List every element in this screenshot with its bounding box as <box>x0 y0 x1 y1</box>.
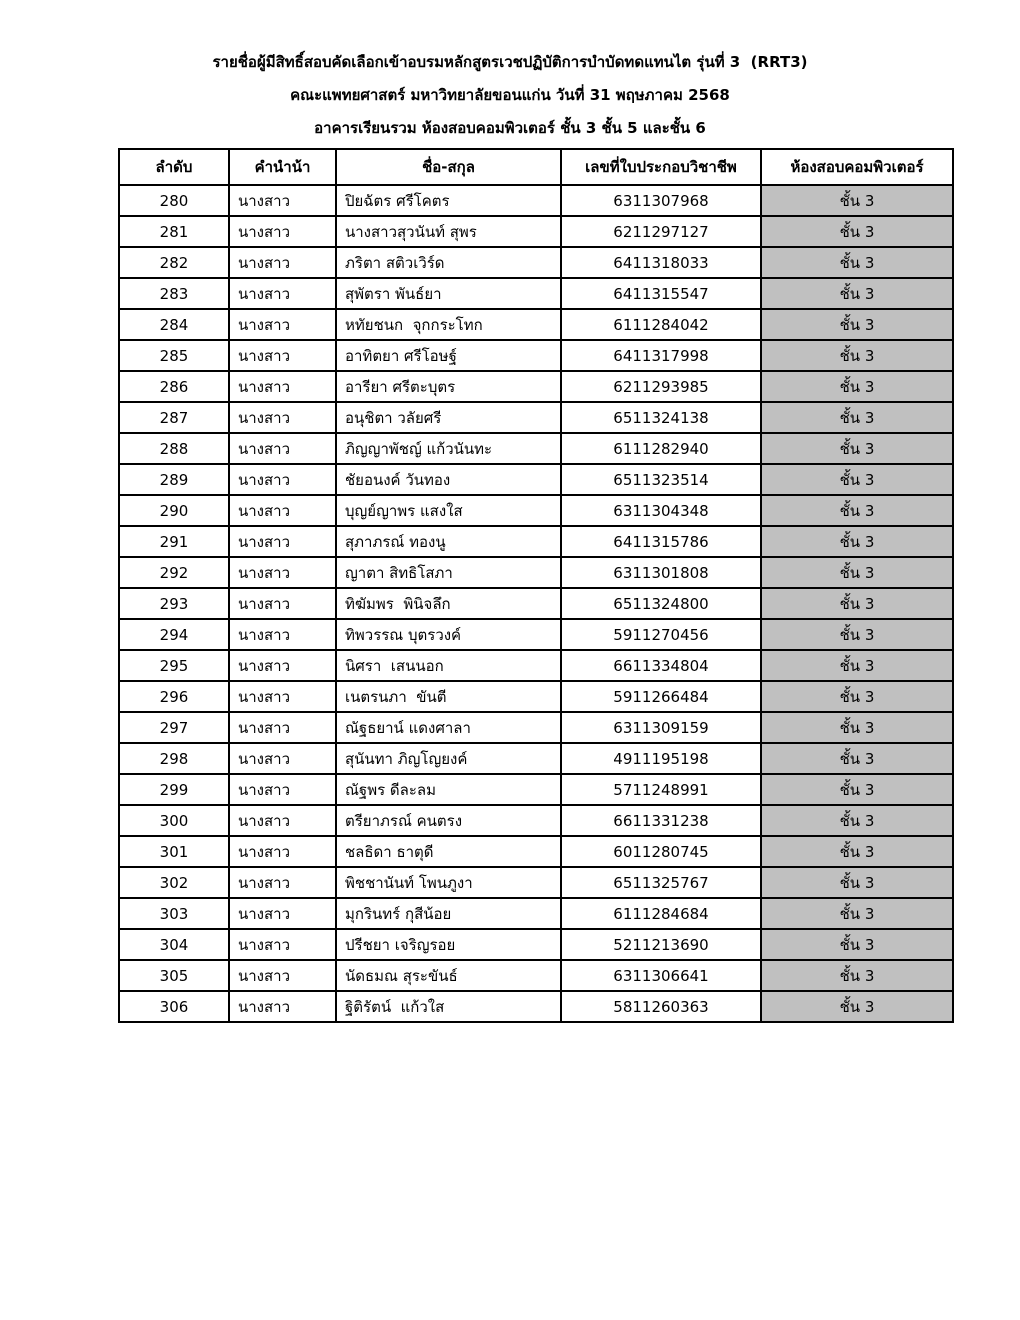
table-row <box>119 991 953 1022</box>
cell-no: 296 <box>119 681 229 712</box>
table-row <box>119 898 953 929</box>
table-row <box>119 805 953 836</box>
cell-name: ณัฐพร ดีละลม <box>336 774 561 805</box>
cell-license: 6311309159 <box>561 712 761 743</box>
cell-prefix: นางสาว <box>229 836 336 867</box>
table-row <box>119 929 953 960</box>
cell-prefix: นางสาว <box>229 929 336 960</box>
cell-name: ทิฆัมพร พินิจลึก <box>336 588 561 619</box>
cell-room: ชั้น 3 <box>761 216 953 247</box>
cell-no: 282 <box>119 247 229 278</box>
table-row <box>119 960 953 991</box>
cell-room: ชั้น 3 <box>761 247 953 278</box>
cell-prefix: นางสาว <box>229 743 336 774</box>
cell-license: 5811260363 <box>561 991 761 1022</box>
cell-room: ชั้น 3 <box>761 402 953 433</box>
cell-prefix: นางสาว <box>229 402 336 433</box>
cell-no: 299 <box>119 774 229 805</box>
cell-room: ชั้น 3 <box>761 805 953 836</box>
cell-prefix: นางสาว <box>229 247 336 278</box>
table-row <box>119 371 953 402</box>
cell-room: ชั้น 3 <box>761 433 953 464</box>
cell-prefix: นางสาว <box>229 805 336 836</box>
table-row <box>119 774 953 805</box>
cell-room: ชั้น 3 <box>761 619 953 650</box>
cell-license: 6111282940 <box>561 433 761 464</box>
cell-room: ชั้น 3 <box>761 867 953 898</box>
cell-license: 6411315786 <box>561 526 761 557</box>
cell-name: นิศรา เสนนอก <box>336 650 561 681</box>
cell-prefix: นางสาว <box>229 371 336 402</box>
cell-prefix: นางสาว <box>229 309 336 340</box>
cell-room: ชั้น 3 <box>761 309 953 340</box>
cell-name: มุกรินทร์ กุสีน้อย <box>336 898 561 929</box>
table-row <box>119 247 953 278</box>
column-header-prefix: คำนำน้า <box>229 149 336 185</box>
cell-no: 291 <box>119 526 229 557</box>
cell-no: 297 <box>119 712 229 743</box>
cell-room: ชั้น 3 <box>761 991 953 1022</box>
cell-license: 4911195198 <box>561 743 761 774</box>
cell-name: สุพัตรา พันธ์ยา <box>336 278 561 309</box>
cell-no: 290 <box>119 495 229 526</box>
cell-room: ชั้น 3 <box>761 929 953 960</box>
column-header-license: เลขที่ใบประกอบวิชาชีพ <box>561 149 761 185</box>
cell-no: 286 <box>119 371 229 402</box>
cell-license: 6111284684 <box>561 898 761 929</box>
table-row <box>119 309 953 340</box>
cell-room: ชั้น 3 <box>761 712 953 743</box>
table-row <box>119 743 953 774</box>
cell-room: ชั้น 3 <box>761 495 953 526</box>
cell-prefix: นางสาว <box>229 340 336 371</box>
cell-license: 6211297127 <box>561 216 761 247</box>
cell-room: ชั้น 3 <box>761 464 953 495</box>
cell-license: 6311301808 <box>561 557 761 588</box>
cell-no: 287 <box>119 402 229 433</box>
cell-license: 6211293985 <box>561 371 761 402</box>
cell-license: 6511323514 <box>561 464 761 495</box>
cell-prefix: นางสาว <box>229 526 336 557</box>
cell-name: ปิยฉัตร ศรีโคตร <box>336 185 561 216</box>
cell-name: สุนันทา ภิญโญยงค์ <box>336 743 561 774</box>
table-row <box>119 433 953 464</box>
table-row <box>119 402 953 433</box>
table-row <box>119 650 953 681</box>
cell-prefix: นางสาว <box>229 991 336 1022</box>
cell-license: 6511324138 <box>561 402 761 433</box>
cell-license: 6411317998 <box>561 340 761 371</box>
cell-license: 5211213690 <box>561 929 761 960</box>
document-title-line-1: รายชื่อผู้มีสิทธิ์สอบคัดเลือกเข้าอบรมหลักสูตรเวชปฏิบัติการบำบัดทดแทนไต รุ่นที่ 3 (RRT3) <box>212 53 808 71</box>
cell-room: ชั้น 3 <box>761 898 953 929</box>
cell-no: 289 <box>119 464 229 495</box>
cell-prefix: นางสาว <box>229 898 336 929</box>
exam-roster-table <box>118 148 954 1023</box>
cell-name: ฐิติรัตน์ แก้วใส <box>336 991 561 1022</box>
table-header-row <box>119 149 953 185</box>
table-row <box>119 340 953 371</box>
cell-name: ปรีชยา เจริญรอย <box>336 929 561 960</box>
cell-name: นัดธมณ สุระขันธ์ <box>336 960 561 991</box>
document-header <box>0 46 1020 145</box>
cell-prefix: นางสาว <box>229 557 336 588</box>
table-row <box>119 712 953 743</box>
cell-room: ชั้น 3 <box>761 588 953 619</box>
cell-room: ชั้น 3 <box>761 960 953 991</box>
cell-no: 298 <box>119 743 229 774</box>
table-row <box>119 588 953 619</box>
cell-room: ชั้น 3 <box>761 340 953 371</box>
cell-prefix: นางสาว <box>229 495 336 526</box>
table-row <box>119 836 953 867</box>
cell-room: ชั้น 3 <box>761 526 953 557</box>
cell-room: ชั้น 3 <box>761 278 953 309</box>
cell-name: ตรียาภรณ์ คนตรง <box>336 805 561 836</box>
cell-room: ชั้น 3 <box>761 557 953 588</box>
cell-no: 300 <box>119 805 229 836</box>
cell-prefix: นางสาว <box>229 960 336 991</box>
cell-no: 303 <box>119 898 229 929</box>
column-header-order: ลำดับ <box>119 149 229 185</box>
cell-no: 301 <box>119 836 229 867</box>
cell-no: 285 <box>119 340 229 371</box>
cell-room: ชั้น 3 <box>761 836 953 867</box>
table-row <box>119 619 953 650</box>
cell-license: 5711248991 <box>561 774 761 805</box>
column-header-room: ห้องสอบคอมพิวเตอร์ <box>761 149 953 185</box>
cell-name: อนุชิตา วลัยศรี <box>336 402 561 433</box>
cell-no: 292 <box>119 557 229 588</box>
cell-prefix: นางสาว <box>229 681 336 712</box>
column-header-name: ชื่อ-สกุล <box>336 149 561 185</box>
cell-license: 5911270456 <box>561 619 761 650</box>
cell-name: อารียา ศรีตะบุตร <box>336 371 561 402</box>
cell-room: ชั้น 3 <box>761 681 953 712</box>
cell-prefix: นางสาว <box>229 185 336 216</box>
cell-license: 6111284042 <box>561 309 761 340</box>
cell-name: บุญย์ญาพร แสงใส <box>336 495 561 526</box>
cell-license: 5911266484 <box>561 681 761 712</box>
cell-no: 283 <box>119 278 229 309</box>
table-row <box>119 495 953 526</box>
cell-name: ญาตา สิทธิโสภา <box>336 557 561 588</box>
cell-prefix: นางสาว <box>229 619 336 650</box>
cell-room: ชั้น 3 <box>761 371 953 402</box>
cell-name: สุภาภรณ์ ทองนู <box>336 526 561 557</box>
cell-prefix: นางสาว <box>229 867 336 898</box>
document-title-line-2: คณะแพทยศาสตร์ มหาวิทยาลัยขอนแก่น วันที่ 31 พฤษภาคม 2568 <box>290 86 730 104</box>
cell-license: 6611334804 <box>561 650 761 681</box>
cell-license: 6411318033 <box>561 247 761 278</box>
cell-room: ชั้น 3 <box>761 774 953 805</box>
cell-no: 295 <box>119 650 229 681</box>
table-row <box>119 867 953 898</box>
cell-license: 6311307968 <box>561 185 761 216</box>
cell-prefix: นางสาว <box>229 464 336 495</box>
cell-room: ชั้น 3 <box>761 743 953 774</box>
cell-prefix: นางสาว <box>229 712 336 743</box>
cell-license: 6611331238 <box>561 805 761 836</box>
cell-no: 288 <box>119 433 229 464</box>
table-row <box>119 464 953 495</box>
cell-room: ชั้น 3 <box>761 650 953 681</box>
cell-license: 6011280745 <box>561 836 761 867</box>
cell-name: ภิญญาพัชญ์ แก้วนันทะ <box>336 433 561 464</box>
cell-name: ทิพวรรณ บุตรวงค์ <box>336 619 561 650</box>
cell-license: 6311304348 <box>561 495 761 526</box>
cell-prefix: นางสาว <box>229 588 336 619</box>
table-row <box>119 681 953 712</box>
cell-no: 302 <box>119 867 229 898</box>
cell-prefix: นางสาว <box>229 278 336 309</box>
cell-license: 6511325767 <box>561 867 761 898</box>
cell-no: 306 <box>119 991 229 1022</box>
document-title-line-3: อาคารเรียนรวม ห้องสอบคอมพิวเตอร์ ชั้น 3 ชั้น 5 และชั้น 6 <box>314 119 706 137</box>
cell-room: ชั้น 3 <box>761 185 953 216</box>
cell-name: หทัยชนก จุกกระโทก <box>336 309 561 340</box>
cell-prefix: นางสาว <box>229 650 336 681</box>
cell-name: ชลธิดา ธาตุดี <box>336 836 561 867</box>
cell-prefix: นางสาว <box>229 774 336 805</box>
table-row <box>119 185 953 216</box>
cell-prefix: นางสาว <box>229 216 336 247</box>
cell-name: ชัยอนงค์ วันทอง <box>336 464 561 495</box>
cell-name: พิชชานันท์ โพนภูงา <box>336 867 561 898</box>
cell-no: 304 <box>119 929 229 960</box>
cell-name: อาทิตยา ศรีโอษฐ์ <box>336 340 561 371</box>
cell-license: 6311306641 <box>561 960 761 991</box>
cell-no: 293 <box>119 588 229 619</box>
table-row <box>119 526 953 557</box>
table-row <box>119 216 953 247</box>
cell-no: 294 <box>119 619 229 650</box>
cell-name: นางสาวสุวนันท์ สุพร <box>336 216 561 247</box>
cell-license: 6511324800 <box>561 588 761 619</box>
cell-prefix: นางสาว <box>229 433 336 464</box>
cell-no: 280 <box>119 185 229 216</box>
table-row <box>119 278 953 309</box>
cell-name: ณัฐธยาน์ แดงศาลา <box>336 712 561 743</box>
cell-license: 6411315547 <box>561 278 761 309</box>
cell-no: 305 <box>119 960 229 991</box>
table-row <box>119 557 953 588</box>
cell-name: เนตรนภา ขันตี <box>336 681 561 712</box>
cell-name: ภริตา สติวเวิร์ด <box>336 247 561 278</box>
cell-no: 284 <box>119 309 229 340</box>
cell-no: 281 <box>119 216 229 247</box>
